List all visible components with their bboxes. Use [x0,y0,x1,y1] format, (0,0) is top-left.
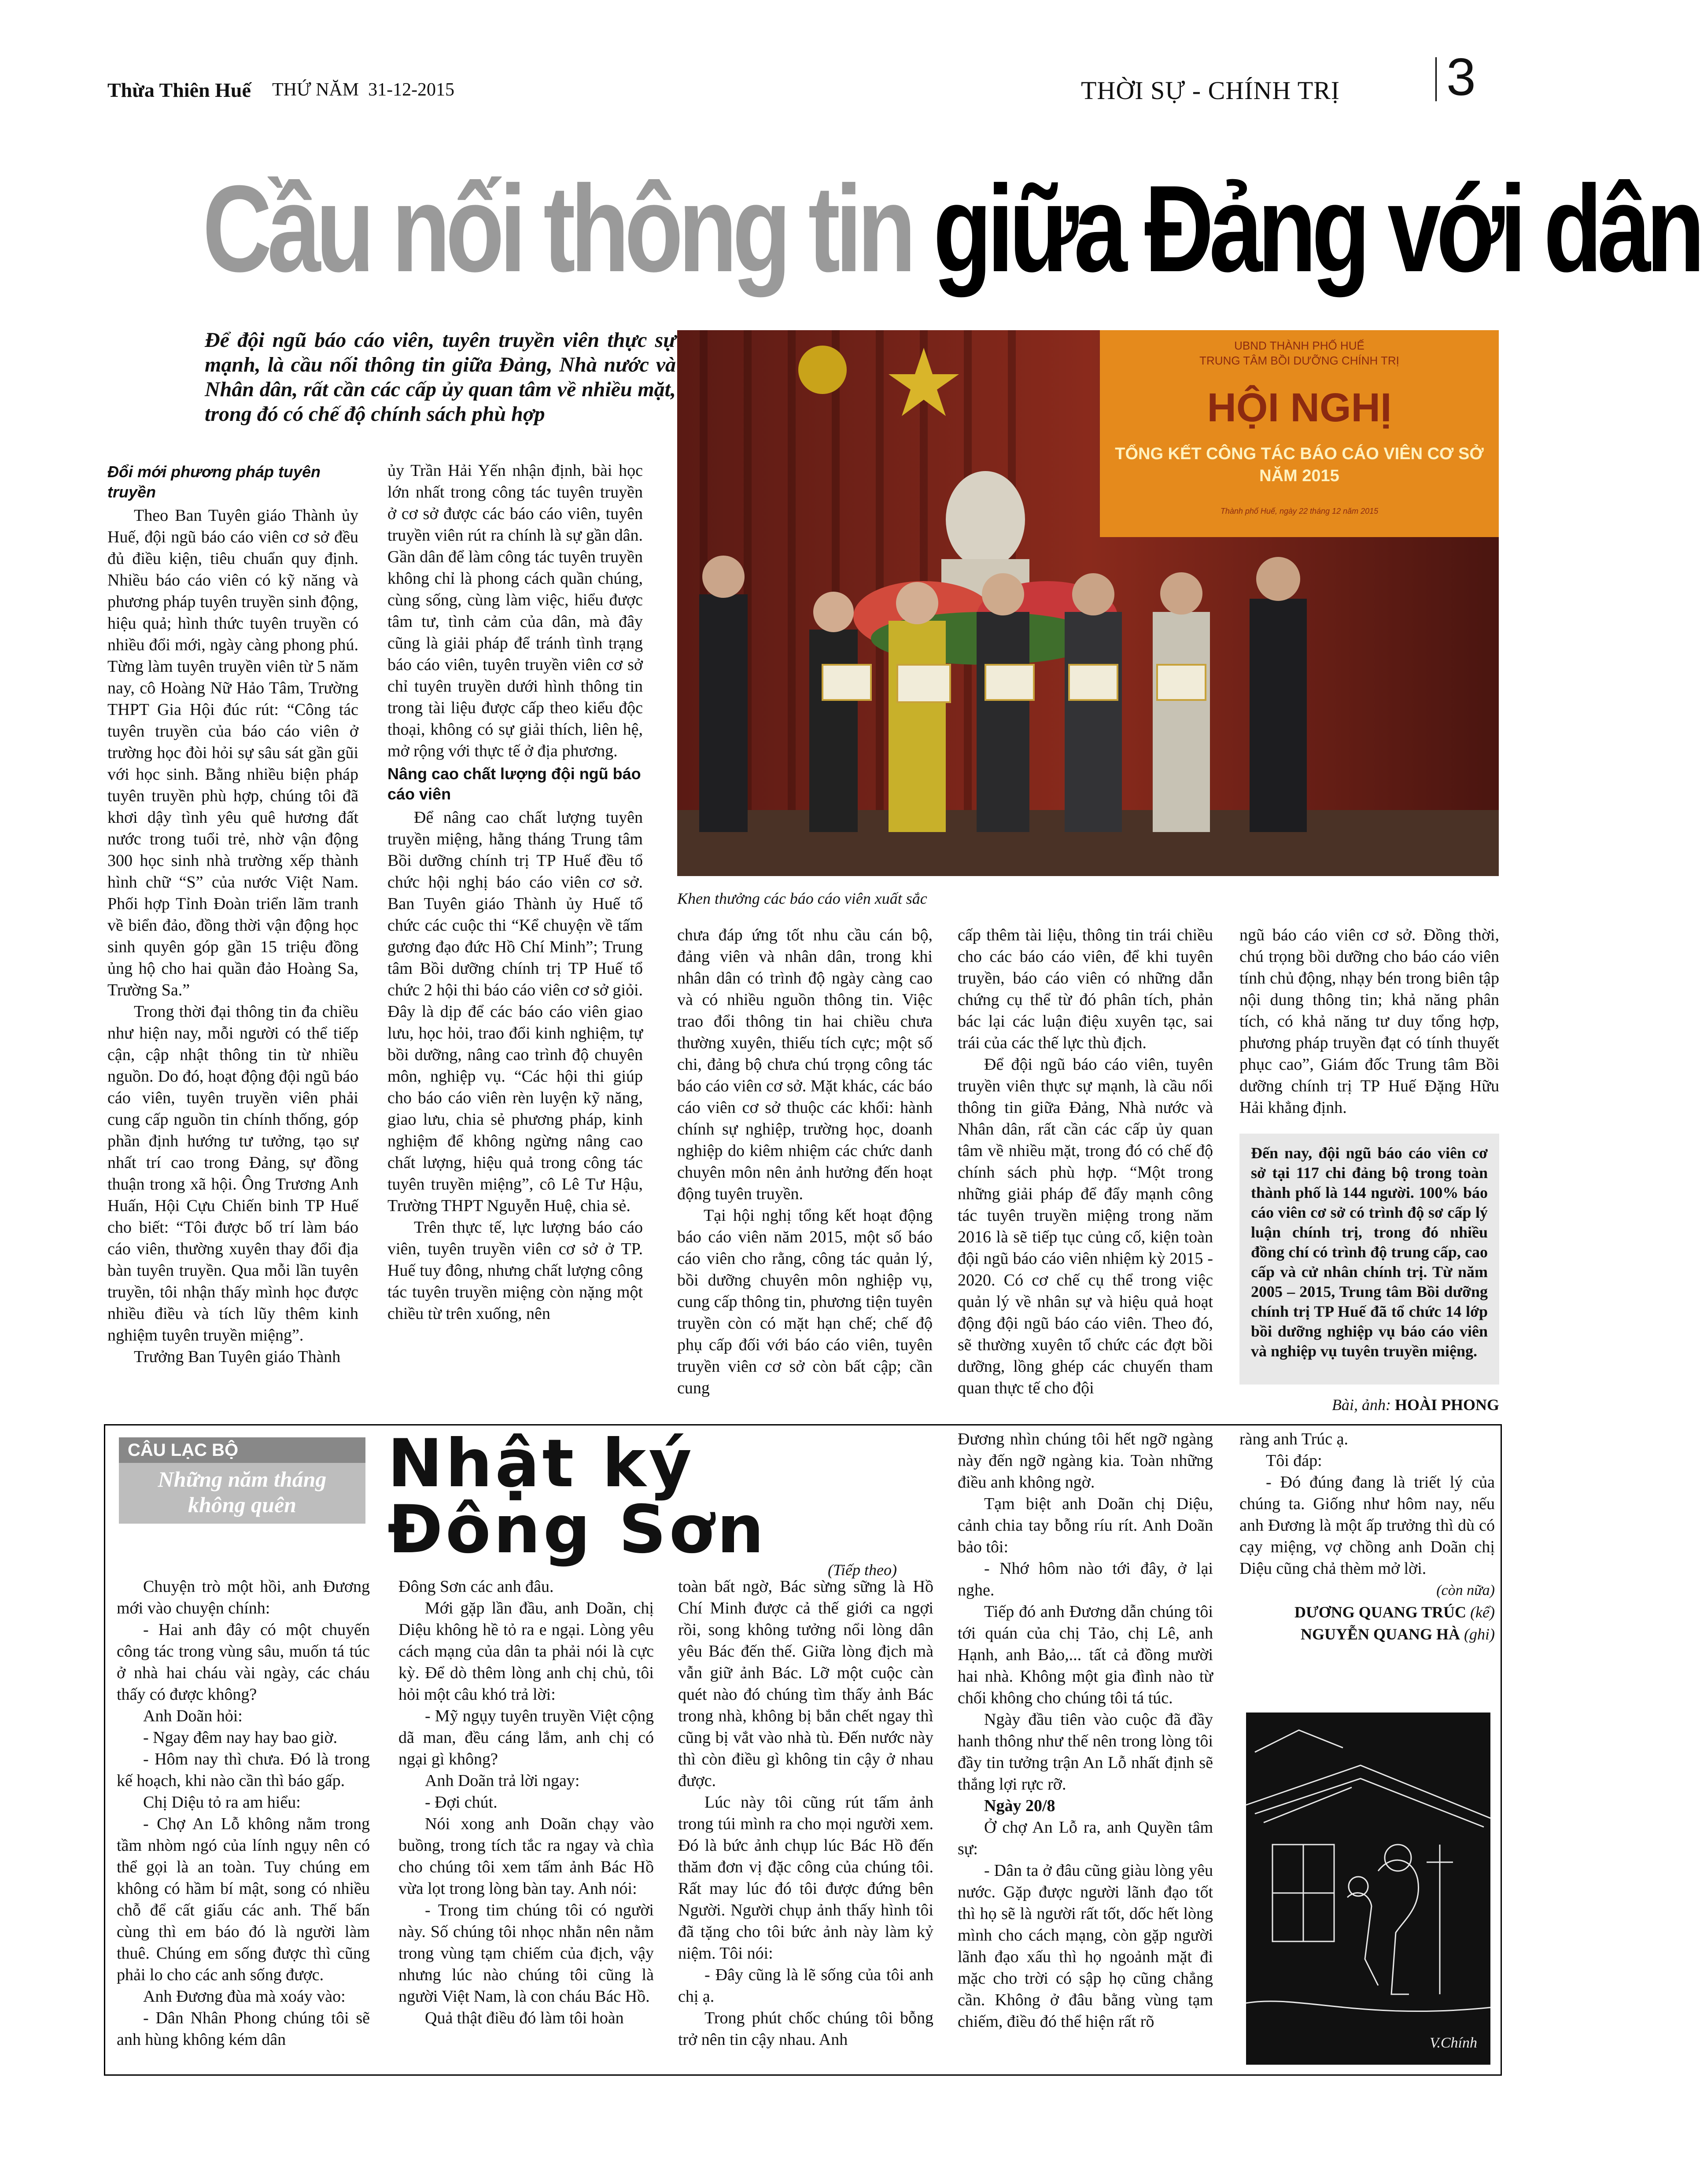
paragraph: Mới gặp lần đầu, anh Doãn, chị Diệu không hề tỏ ra e ngại. Lòng yêu cách mạng của dân ta phải nói là cực kỳ. Để dò thêm lòng anh chị chủ, tôi hỏi một câu khó trả lời: [398,1599,654,1704]
diary-headline-line2: Đông Sơn [387,1492,767,1568]
paragraph: - Dân Nhân Phong chúng tôi sẽ anh hùng không kém dân [117,2009,370,2049]
paragraph: - Trong tim chúng tôi có người này. Số chúng tôi nhọc nhằn nên nằm trong vùng tạm chiếm của địch, vậy nhưng lúc nào chúng tôi cũng là người Việt Nam, là con cháu Bác Hồ. [398,1901,654,2006]
paragraph: Để đội ngũ báo cáo viên, tuyên truyền viên thực sự mạnh, là cầu nối thông tin giữa Đảng, Nhà nước và Nhân dân, rất cần các cấp ủy quan tâm về nhiều mặt, trong đó có chế độ chính sách phù hợp. “Một trong những giải pháp để đẩy mạnh công tác tuyên truyền miệng trong năm 2016 là sẽ tiếp tục củng cố, kiện toàn đội ngũ báo cáo viên nhiệm kỳ 2015 - 2020. Có cơ chế cụ thể trong việc quản lý về nhân sự và hiệu quả hoạt động đội ngũ báo cáo viên. Theo đó, sẽ thường xuyên tổ chức các đợt bồi dưỡng, lồng ghép các chuyến tham quan thực tế cho đội [958,1055,1213,1397]
club-label-box [119,1437,365,1524]
article1-column-1 [107,460,358,1368]
author2-role: (ghi) [1464,1625,1495,1643]
paragraph: ràng anh Trúc ạ. [1239,1430,1348,1448]
diary-column-3 [678,1576,933,2051]
photo-caption: Khen thưởng các báo cáo viên xuất sắc [677,890,927,907]
paragraph: Chị Diệu tỏ ra am hiểu: [143,1793,301,1812]
subhead-innovation: Đổi mới phương pháp tuyên truyền [107,463,321,501]
village-sketch [1246,1713,1490,2065]
continued-note: (Tiếp theo) [828,1561,897,1579]
sketch-signature: V.Chính [1429,2035,1477,2051]
paragraph: Anh Doãn trả lời ngay: [425,1772,580,1790]
banner-center: TRUNG TÂM BỒI DƯỠNG CHÍNH TRỊ [1199,354,1399,367]
author2-name: NGUYỄN QUANG HÀ [1301,1625,1460,1643]
diary-headline [387,1425,938,1568]
article1-column-2 [387,460,643,1325]
sketch-illustration [1246,1713,1490,2065]
article1-column-4 [958,924,1213,1399]
paragraph: - Đây cũng là lẽ sống của tôi anh chị ạ. [678,1966,933,2006]
paragraph: cấp thêm tài liệu, thông tin trái chiều cho các báo cáo viên, để khi tuyên truyền, báo cáo viên có những dẫn chứng cụ thể từ đó phân tích, phản bác lại các luận điệu xuyên tạc, sai trái của các thế lực thù địch. [958,926,1213,1052]
paragraph: - Hôm nay thì chưa. Đó là trong kế hoạch, khi nào cần thì báo gấp. [117,1750,370,1790]
author-credit-2 [1239,1623,1495,1645]
paragraph: - Nhớ hôm nào tới đây, ở lại nghe. [958,1559,1213,1599]
club-subtitle: Những năm tháng không quên [119,1463,365,1524]
banner-subtitle: TỔNG KẾT CÔNG TÁC BÁO CÁO VIÊN CƠ SỞ NĂM 2015 [1115,445,1484,485]
diary-date-heading: Ngày 20/8 [984,1797,1055,1815]
article1-column-5 [1239,924,1499,1119]
paragraph: - Dân ta ở đâu cũng giàu lòng yêu nước. Gặp được người lãnh đạo tốt thì họ sẽ là người rất tốt, dốc hết lòng mình cho cách mạng, còn gặp người lãnh đạo xấu thì họ ngoảnh mặt đi mặc cho trời có sập họ cũng chẳng cần. Không ở đâu bằng vùng tạm chiếm, điều đó thể hiện rất rõ [958,1861,1213,2031]
paragraph: Anh Doãn hỏi: [143,1707,243,1725]
paragraph: Đương nhìn chúng tôi hết ngỡ ngàng này đến ngỡ ngàng kia. Toàn những điều anh không ngờ. [958,1430,1213,1492]
paragraph: Anh Đương đùa mà xoáy vào: [143,1987,346,2006]
banner-date: Thành phố Huế, ngày 22 tháng 12 năm 2015 [1220,507,1379,516]
paragraph: ngũ báo cáo viên cơ sở. Đồng thời, chú trọng bồi dưỡng cho báo cáo viên tính chủ động, nhạy bén trong biên tập nội dung thông tin; khả năng phân tích, có khả năng tư duy tổng hợp, phương pháp truyền đạt có tính thuyết phục cao”, Giám đốc Trung tâm Bồi dưỡng chính trị TP Huế Đặng Hữu Hải khẳng định. [1239,926,1499,1117]
paragraph: - Mỹ ngụy tuyên truyền Việt cộng dã man, đều cáng lắm, anh chị có ngại gì không? [398,1707,654,1768]
banner-title: HỘI NGHỊ [1207,385,1392,430]
club-label: CÂU LẠC BỘ [119,1437,365,1463]
party-emblem [798,346,847,394]
paragraph: Tiếp đó anh Đương dẫn chúng tôi tới quán của chị Tảo, chị Lê, anh Hạnh, anh Bảo,... tất cả đồng mười hai nhà. Không một gia đình nào từ chối không cho chúng tôi tá túc. [958,1602,1213,1707]
paragraph: - Ngay đêm nay hay bao giờ. [143,1728,338,1747]
paragraph: - Hai anh đây có một chuyến công tác trong vùng sâu, muốn tá túc ở nhà hai cháu vài ngày, các cháu thấy có được không? [117,1621,370,1704]
headline-part-black: giữa Đảng với dân [933,160,1700,298]
diary-headline-line1: Nhật ký [387,1425,695,1502]
facts-box [1239,1134,1499,1385]
facts-box-text: Đến nay, đội ngũ báo cáo viên cơ sở tại 117 chi đảng bộ trong toàn thành phố là 144 người. 100% báo cáo viên cơ sở có trình độ sơ cấp lý luận chính trị, trong đó nhiều đồng chí có trình độ trung cấp, cao cấp và cử nhân chính trị. Từ năm 2005 – 2015, Trung tâm Bồi dưỡng chính trị TP Huế đã tổ chức 14 lớp bồi dưỡng nghiệp vụ báo cáo viên và nghiệp vụ tuyên truyền miệng. [1251,1144,1488,1360]
paragraph: Ở chợ An Lỗ ra, anh Quyền tâm sự: [958,1818,1213,1858]
paragraph: - Đó đúng đang là triết lý của chúng ta. Giống như hôm nay, nếu anh Đương là một ấp trưởng thì dù có cạy miệng, vợ chồng anh Doãn chị Diệu cũng chả thèm mở lời. [1239,1473,1495,1578]
paragraph: Để nâng cao chất lượng tuyên truyền miệng, hằng tháng Trung tâm Bồi dưỡng chính trị TP Huế đều tổ chức hội nghị báo cáo viên cơ sở. Ban Tuyên giáo Thành ủy Huế tổ chức các cuộc thi “Kể chuyện về tấm gương đạo đức Hồ Chí Minh”; Trung tâm Bồi dưỡng chính trị TP Huế tổ chức 2 hội thi báo cáo viên cơ sở giỏi. Đây là dịp để các báo cáo viên giao lưu, học hỏi, trao đổi kinh nghiệm, tự bồi dưỡng, nâng cao trình độ chuyên môn, nghiệp vụ. “Các hội thi giúp cho báo cáo viên rèn luyện kỹ năng, giao lưu, chia sẻ phương pháp, kinh nghiệm để không ngừng nâng cao chất lượng, hiệu quả trong công tác tuyên truyền miệng”, cô Lê Tư Hậu, Trường THPT Nguyễn Huệ, chia sẻ. [387,808,643,1215]
paragraph: - Chợ An Lỗ không nằm trong tầm nhòm ngó của lính ngụy nên có thể gọi là an toàn. Tuy chúng em không có hầm bí mật, song có nhiều chỗ để cất giấu các anh. Thế bấn cùng thì em báo đó là người làm thuê. Chúng em sống được thì cũng phải lo cho các anh sống được. [117,1815,370,1984]
headline-part-grey: Cầu nối thông tin [203,160,911,298]
paragraph: Trưởng Ban Tuyên giáo Thành [134,1348,341,1366]
author1-name: DƯƠNG QUANG TRÚC [1294,1603,1467,1621]
to-be-continued: (còn nữa) [1436,1582,1495,1598]
paragraph: Lúc này tôi cũng rút tấm ảnh trong túi mình ra cho mọi người xem. Đó là bức ảnh chụp lúc Bác Hồ đến thăm đơn vị đặc công của chúng tôi. Rất may lúc đó tôi được đứng bên Người. Người chụp ảnh thấy hình tôi đã tặng cho tôi bức ảnh này làm kỷ niệm. Tôi nói: [678,1793,933,1963]
byline [1239,1396,1499,1414]
author1-role: (kể) [1470,1603,1495,1621]
article1-column-3 [677,924,933,1399]
author-credit-1 [1239,1601,1495,1623]
byline-label: Bài, ảnh: [1332,1396,1391,1414]
page-number: 3 [1446,48,1476,107]
paragraph: Đông Sơn các anh đâu. [398,1577,554,1596]
paragraph: Ngày đầu tiên vào cuộc đã đầy hanh thông như thế nên trong lòng tôi đầy tin tưởng trận An Lỗ nhất định sẽ thắng lợi rực rỡ. [958,1710,1213,1794]
paragraph: Trong thời đại thông tin đa chiều như hiện nay, mỗi người có thể tiếp cận, cập nhật thông tin từ nhiều nguồn. Do đó, hoạt động đội ngũ báo cáo viên, tuyên truyền viên phải cung cấp nguồn tin chính thống, góp phần định hướng tư tưởng, tạo sự nhất trí cao trong Đảng, sự đồng thuận trong xã hội. Ông Trương Anh Huấn, Hội Cựu Chiến binh TP Huế cho biết: “Tôi được bố trí làm báo cáo viên, thường xuyên thay đổi địa bàn tuyên truyền. Qua mỗi lần tuyên truyền, tôi nhận thấy mình học được nhiều điều và tích lũy thêm kinh nghiệm tuyên truyền miệng”. [107,1002,358,1344]
issue-date: THỨ NĂM 31-12-2015 [272,80,455,100]
diary-column-1 [117,1576,370,2051]
paragraph: Trong phút chốc chúng tôi bỗng trở nên tin cậy nhau. Anh [678,2009,933,2049]
bust-statue [946,471,1025,568]
paragraph: Tôi đáp: [1266,1451,1322,1470]
paragraph: Tạm biệt anh Doãn chị Diệu, cảnh chia tay bỗng ríu rít. Anh Doãn bảo tôi: [958,1495,1213,1556]
subhead-quality: Nâng cao chất lượng đội ngũ báo cáo viên [387,765,641,803]
byline-name: HOÀI PHONG [1394,1396,1499,1414]
paragraph: - Đợi chút. [425,1793,498,1812]
paragraph: chưa đáp ứng tốt nhu cầu cán bộ, đảng viên và nhân dân, trong khi nhân dân có trình độ ngày càng cao và có nhiều nguồn thông tin. Việc trao đổi thông tin hai chiều chưa thường xuyên, thiếu tích cực; một số chi, đảng bộ chưa chú trọng công tác báo cáo viên cơ sở. Mặt khác, các báo cáo viên cơ sở thuộc các khối: hành chính sự nghiệp, trường học, doanh nghiệp do kiêm nhiệm các chức danh chuyên môn nên ảnh hưởng đến hoạt động tuyên truyền. [677,926,933,1203]
paragraph: Trên thực tế, lực lượng báo cáo viên, tuyên truyền viên cơ sở ở TP. Huế tuy đông, nhưng chất lượng công tác tuyên truyền miệng còn nặng một chiều từ trên xuống, nên [387,1218,643,1323]
section-title: THỜI SỰ - CHÍNH TRỊ [1081,76,1340,105]
paragraph: Chuyện trò một hồi, anh Đương mới vào chuyện chính: [117,1577,370,1617]
page-number-divider [1435,57,1437,101]
diary-column-4 [958,1429,1213,2033]
article1-headline [203,145,1700,321]
paragraph: Tại hội nghị tổng kết hoạt động báo cáo viên năm 2015, một số báo cáo viên cho rằng, công tác quản lý, bồi dưỡng chuyên môn nghiệp vụ, cung cấp thông tin, phương tiện tuyên truyền còn có mặt hạn chế; chế độ phụ cấp đối với báo cáo viên, tuyên truyền viên cơ sở còn bất cập; cần cung [677,1206,933,1397]
diary-column-5 [1239,1429,1495,1645]
paragraph: toàn bất ngờ, Bác sừng sững là Hồ Chí Minh được cả thế giới ca ngợi rồi, song không tưởng nổi lòng dân yêu Bác đến thế. Giữa lòng địch mà vẫn giữ ảnh Bác. Lỡ một cuộc càn quét nào đó chúng tìm thấy ảnh Bác trong nhà, không bị bắn chết ngay thì cũng bị vắt vào nhà tù. Đến nước này thì còn điều gì không tin cậy ở nhau được. [678,1577,933,1790]
diary-column-2 [398,1576,654,2029]
award-ceremony-photo [677,330,1499,876]
banner-org: UBND THÀNH PHỐ HUẾ [1234,339,1364,352]
paragraph: Theo Ban Tuyên giáo Thành ủy Huế, đội ngũ báo cáo viên cơ sở đều đủ điều kiện, tiêu chuẩn quy định. Nhiều báo cáo viên có kỹ năng và phương pháp tuyên truyền sinh động, hiệu quả; hình thức tuyên truyền có nhiều đổi mới, ngày càng phong phú. Từng làm tuyên truyền viên từ 5 năm nay, cô Hoàng Nữ Hảo Tâm, Trường THPT Gia Hội đúc rút: “Công tác tuyên truyền của báo cáo viên ở trường học đòi hỏi sự sâu sát gần gũi với học sinh. Bằng nhiều biện pháp tuyên truyền phù hợp, chúng tôi đã khơi dậy tình yêu quê hương đất nước trong tuổi trẻ, nhờ vận động 300 học sinh nhà trường xếp thành hình chữ “S” của nước Việt Nam. Phối hợp Tỉnh Đoàn triển lãm tranh về biển đảo, đồng thời vận động học sinh quyên góp gần 15 triệu đồng ủng hộ cho hai quần đảo Hoàng Sa, Trường Sa.” [107,506,358,999]
paragraph: ủy Trần Hải Yến nhận định, bài học lớn nhất trong công tác tuyên truyền ở cơ sở được các báo cáo viên, tuyên truyền viên rút ra chính là sự gần dân. Gần dân để làm công tác tuyên truyền không chỉ là phong cách quần chúng, cùng sống, cùng làm việc, hiểu được tâm tư, tình cảm của dân, mà đây cũng là giải pháp để tránh tình trạng báo cáo viên, tuyên truyền viên cơ sở chỉ tuyên truyền dưới hình thông tin trong tài liệu được cấp theo kiểu độc thoại, không có sự giải thích, liên hệ, mở rộng với thực tế ở địa phương. [387,461,643,760]
paper-name: Thừa Thiên Huế [107,79,251,101]
paragraph: Nói xong anh Doãn chạy vào buồng, trong tích tắc ra ngay và chìa cho chúng tôi xem tấm ảnh Bác Hồ vừa lọt trong lòng bàn tay. Anh nói: [398,1815,654,1898]
article1-sapo: Để đội ngũ báo cáo viên, tuyên truyền viên thực sự mạnh, là cầu nối thông tin giữa Đảng, Nhà nước và Nhân dân, rất cần các cấp ủy quan tâm về nhiều mặt, trong đó có chế độ chính sách phù hợp [205,328,676,426]
paragraph: Quả thật điều đó làm tôi hoàn [425,2009,624,2027]
